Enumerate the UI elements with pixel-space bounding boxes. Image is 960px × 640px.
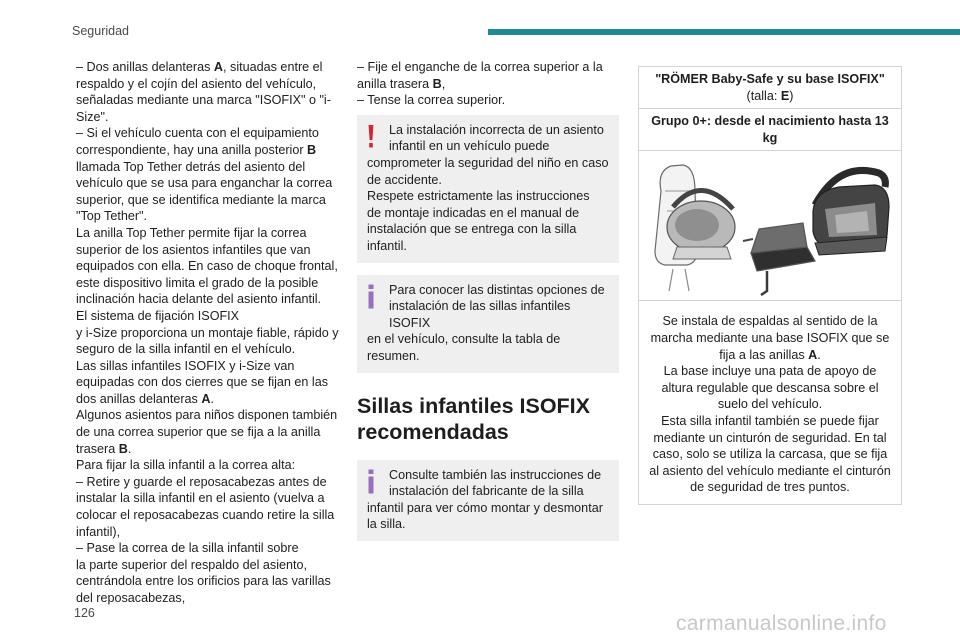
header-accent-bar xyxy=(488,29,960,35)
paragraph: – Pase la correa de la silla infantil sobre xyxy=(76,541,299,556)
seat-name: "RÖMER Baby-Safe y su base ISOFIX" xyxy=(655,72,885,86)
paragraph: La anilla Top Tether permite fijar la correa superior de los asientos infantiles que van equipados con ella. En caso de choque frontal, este dispositivo limita el grado de la posible inclinación hacia delante del asiento infantil. xyxy=(76,225,338,307)
paragraph: – Dos anillas delanteras A, situadas entre el respaldo y el cojín del asiento del vehículo, señaladas mediante una marca "ISOFIX" o "i-Size". xyxy=(76,60,331,124)
paragraph: la parte superior del respaldo del asiento, centrándola entre los orificios para las varillas del reposacabezas, xyxy=(76,557,331,605)
page-number: 126 xyxy=(74,606,95,620)
section-heading: Sillas infantiles ISOFIX recomendadas xyxy=(357,393,590,444)
paragraph: El sistema de fijación ISOFIX xyxy=(76,308,240,323)
seat-size: (talla: E) xyxy=(746,88,794,103)
paragraph: – Tense la correa superior. xyxy=(357,93,506,108)
child-seat-illustration xyxy=(639,151,901,301)
exclamation-icon xyxy=(366,124,376,149)
paragraph: y i-Size proporciona un montaje fiable, rápido y seguro de la silla infantil en el vehículo. xyxy=(76,325,339,357)
paragraph: – Retire y guarde el reposacabezas antes de instalar la silla infantil en el asiento (vuelva a colocar el reposacabezas cuando retire la silla infantil), xyxy=(76,474,335,539)
paragraph: Para fijar la silla infantil a la correa alta: xyxy=(76,458,296,473)
watermark: carmanualsonline.info xyxy=(676,612,887,635)
paragraph: – Si el vehículo cuenta con el equipamiento correspondiente, hay una anilla posterior B llamada Top Tether detrás del asiento del vehículo que se usa para enganchar la correa superior, que se identifica mediante la marca "Top Tether". xyxy=(76,126,333,224)
paragraph: Las sillas infantiles ISOFIX y i-Size van equipadas con dos cierres que se fijan en las dos anillas delanteras A. xyxy=(76,358,329,406)
seat-description: Se instala de espaldas al sentido de la marcha mediante una base ISOFIX que se fija a las anillas A. La base incluye una pata de apoyo de altura regulable que descansa sobre el suelo del vehículo. Esta silla infantil también se puede fijar mediante un cinturón de seguridad. En tal caso, solo se utiliza la carcasa, que se fija al asiento del vehículo mediante el cinturón de seguridad de tres puntos. xyxy=(649,314,891,495)
paragraph: – Fije el enganche de la correa superior a la anilla trasera B, xyxy=(357,60,603,91)
card-title-row xyxy=(639,67,901,109)
warning-note: La instalación incorrecta de un asiento infantil en un vehículo puede comprometer la seguridad del niño en caso de accidente. Respete estrictamente las instrucciones de montaje indicadas en el manual de instalación que se entrega con la silla infantil. xyxy=(357,115,619,263)
child-seat-image xyxy=(639,151,901,301)
info-icon xyxy=(366,284,376,309)
weight-group: Grupo 0+: desde el nacimiento hasta 13 kg xyxy=(639,109,901,151)
section-title: Seguridad xyxy=(72,24,129,38)
info-icon xyxy=(366,469,376,494)
paragraph: Algunos asientos para niños disponen también de una correa superior que se fija a la anilla trasera B. xyxy=(76,408,338,456)
info-note: Consulte también las instrucciones de instalación del fabricante de la silla infantil para ver cómo montar y desmontar la silla. xyxy=(357,460,619,541)
info-note: Para conocer las distintas opciones de instalación de las sillas infantiles ISOFIX en el vehículo, consulte la tabla de resumen. xyxy=(357,275,619,373)
child-seat-card xyxy=(638,66,902,505)
text-column-middle xyxy=(357,59,619,541)
text-column-left xyxy=(76,59,341,607)
